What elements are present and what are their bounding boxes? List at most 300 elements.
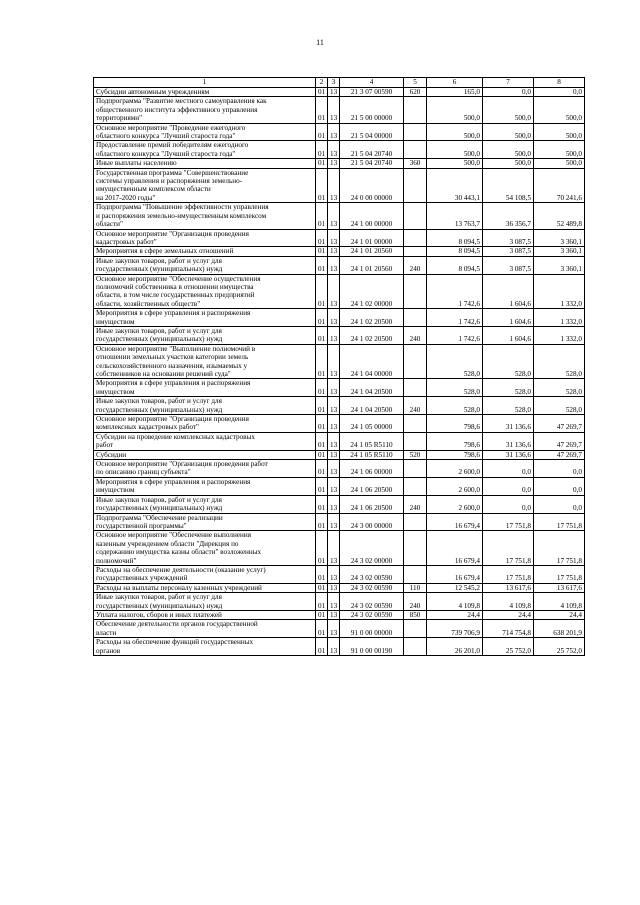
amount-year3-cell: 25 752,0 <box>534 638 585 656</box>
amount-year2-cell: 13 617,6 <box>483 583 534 592</box>
amount-year1-cell: 739 706,9 <box>427 620 483 638</box>
target-article-cell: 21 5 04 20740 <box>340 159 404 168</box>
subsection-code-cell: 13 <box>328 513 340 531</box>
section-code-cell: 01 <box>316 450 328 459</box>
row-name-line: казенным учреждением области "Дирекция по <box>96 539 239 548</box>
target-article-cell: 24 1 05 00000 <box>340 415 404 433</box>
row-name-line: государственных (муниципальных) нужд <box>96 504 223 513</box>
header-cell: 3 <box>328 78 340 88</box>
target-article-cell: 24 1 05 R5110 <box>340 450 404 459</box>
amount-year2-cell: 31 136,6 <box>483 450 534 459</box>
row-name-line: и распоряжения земельно-имущественным комплексом <box>96 211 267 220</box>
amount-year3-cell: 3 360,1 <box>534 229 585 247</box>
row-name-line: областного конкурса "Лучший староста года" <box>96 149 236 158</box>
amount-year1-cell: 165,0 <box>427 88 483 97</box>
amount-year2-cell: 17 751,8 <box>483 531 534 566</box>
amount-year3-cell: 13 617,6 <box>534 583 585 592</box>
expense-type-cell: 620 <box>404 88 427 97</box>
target-article-cell: 21 5 04 20740 <box>340 141 404 159</box>
amount-year3-cell: 1 332,0 <box>534 326 585 344</box>
amount-year3-cell: 52 489,8 <box>534 203 585 229</box>
amount-year1-cell: 798,6 <box>427 450 483 459</box>
page-number: 11 <box>316 38 324 47</box>
amount-year1-cell: 798,6 <box>427 415 483 433</box>
row-name-line: Расходы на обеспечение деятельности (оказание услуг) <box>96 565 266 574</box>
table-row <box>94 620 585 638</box>
amount-year3-cell: 500,0 <box>534 159 585 168</box>
row-name-line: Иные закупки товаров, работ и услуг для <box>96 593 222 602</box>
header-cell: 1 <box>94 78 316 88</box>
expense-type-cell <box>404 379 427 397</box>
expense-type-cell <box>404 123 427 141</box>
subsection-code-cell: 13 <box>328 477 340 495</box>
row-name-line: системы управления и распоряжения земельно- <box>96 177 243 186</box>
amount-year1-cell: 16 679,4 <box>427 531 483 566</box>
amount-year3-cell: 528,0 <box>534 379 585 397</box>
expense-type-cell: 520 <box>404 450 427 459</box>
expense-type-cell <box>404 274 427 309</box>
subsection-code-cell: 13 <box>328 583 340 592</box>
table-row <box>94 531 585 566</box>
subsection-code-cell: 13 <box>328 495 340 513</box>
target-article-cell: 91 0 00 00190 <box>340 638 404 656</box>
section-code-cell: 01 <box>316 513 328 531</box>
row-name-line: Подпрограмма "Повышение эффективности управления <box>96 203 269 212</box>
section-code-cell: 01 <box>316 141 328 159</box>
row-name-line: органов <box>96 646 121 655</box>
amount-year3-cell: 47 269,7 <box>534 415 585 433</box>
section-code-cell: 01 <box>316 203 328 229</box>
expense-type-cell: 240 <box>404 495 427 513</box>
amount-year1-cell: 500,0 <box>427 159 483 168</box>
amount-year2-cell: 31 136,6 <box>483 432 534 450</box>
table-row <box>94 610 585 619</box>
amount-year1-cell: 1 742,6 <box>427 274 483 309</box>
table-row <box>94 638 585 656</box>
target-article-cell: 24 1 04 20500 <box>340 397 404 415</box>
row-name-line: государственной программы" <box>96 521 187 530</box>
target-article-cell: 24 3 00 00000 <box>340 513 404 531</box>
amount-year3-cell: 0,0 <box>534 495 585 513</box>
row-name-line: Мероприятия в сфере управления и распоряжения <box>96 379 251 388</box>
row-name-cell <box>94 397 316 415</box>
row-name-line: Иные выплаты населению <box>96 159 177 168</box>
table-row <box>94 309 585 327</box>
row-name-cell <box>94 565 316 583</box>
target-article-cell: 24 3 02 00590 <box>340 565 404 583</box>
amount-year1-cell: 30 443,1 <box>427 168 483 203</box>
target-article-cell: 24 1 01 20560 <box>340 256 404 274</box>
amount-year3-cell: 17 751,8 <box>534 565 585 583</box>
row-name-line: государственных (муниципальных) нужд <box>96 601 223 610</box>
row-name-line: области, в том числе государственных предприятий <box>96 291 255 300</box>
row-name-line: на 2017-2020 годы" <box>96 193 156 202</box>
section-code-cell: 01 <box>316 583 328 592</box>
amount-year2-cell: 36 356,7 <box>483 203 534 229</box>
subsection-code-cell: 13 <box>328 565 340 583</box>
row-name-cell <box>94 495 316 513</box>
amount-year1-cell: 1 742,6 <box>427 326 483 344</box>
section-code-cell: 01 <box>316 344 328 379</box>
row-name-line: кадастровых работ" <box>96 237 157 246</box>
row-name-line: Иные закупки товаров, работ и услуг для <box>96 326 222 335</box>
amount-year1-cell: 500,0 <box>427 123 483 141</box>
amount-year2-cell: 528,0 <box>483 379 534 397</box>
section-code-cell: 01 <box>316 88 328 97</box>
table-row <box>94 229 585 247</box>
table-row <box>94 379 585 397</box>
row-name-line: полномочий" <box>96 556 137 565</box>
amount-year3-cell: 1 332,0 <box>534 274 585 309</box>
target-article-cell: 24 1 06 00000 <box>340 460 404 478</box>
subsection-code-cell: 13 <box>328 610 340 619</box>
subsection-code-cell: 13 <box>328 432 340 450</box>
row-name-cell <box>94 531 316 566</box>
amount-year1-cell: 12 545,2 <box>427 583 483 592</box>
table-row <box>94 88 585 97</box>
header-cell: 8 <box>534 78 585 88</box>
amount-year3-cell: 0,0 <box>534 460 585 478</box>
row-name-cell <box>94 610 316 619</box>
section-code-cell: 01 <box>316 477 328 495</box>
amount-year1-cell: 528,0 <box>427 344 483 379</box>
target-article-cell: 24 3 02 00000 <box>340 531 404 566</box>
expense-type-cell <box>404 309 427 327</box>
row-name-line: Подпрограмма "Развитие местного самоуправления как <box>96 97 267 106</box>
amount-year1-cell: 2 600,0 <box>427 460 483 478</box>
expense-type-cell <box>404 432 427 450</box>
amount-year2-cell: 500,0 <box>483 123 534 141</box>
row-name-line: территориями" <box>96 114 143 123</box>
section-code-cell: 01 <box>316 326 328 344</box>
amount-year1-cell: 798,6 <box>427 432 483 450</box>
subsection-code-cell: 13 <box>328 397 340 415</box>
amount-year2-cell: 0,0 <box>483 460 534 478</box>
amount-year1-cell: 26 201,0 <box>427 638 483 656</box>
section-code-cell: 01 <box>316 379 328 397</box>
amount-year2-cell: 3 087,5 <box>483 247 534 256</box>
amount-year1-cell: 24,4 <box>427 610 483 619</box>
table-row <box>94 593 585 611</box>
amount-year2-cell: 25 752,0 <box>483 638 534 656</box>
table-row <box>94 247 585 256</box>
target-article-cell: 24 1 01 00000 <box>340 229 404 247</box>
table-body <box>94 88 585 656</box>
row-name-cell <box>94 229 316 247</box>
target-article-cell: 24 1 00 00000 <box>340 203 404 229</box>
amount-year3-cell: 0,0 <box>534 477 585 495</box>
row-name-line: полномочий собственника в отношении имущества <box>96 282 254 291</box>
section-code-cell: 01 <box>316 460 328 478</box>
subsection-code-cell: 13 <box>328 415 340 433</box>
amount-year2-cell: 714 754,8 <box>483 620 534 638</box>
expense-type-cell <box>404 97 427 123</box>
section-code-cell: 01 <box>316 531 328 566</box>
row-name-line: Субсидии <box>96 450 127 459</box>
row-name-cell <box>94 88 316 97</box>
row-name-line: собственников на основании решений суда" <box>96 370 231 378</box>
row-name-cell <box>94 203 316 229</box>
row-name-cell <box>94 460 316 478</box>
target-article-cell: 24 3 02 00590 <box>340 610 404 619</box>
amount-year1-cell: 16 679,4 <box>427 513 483 531</box>
row-name-line: Уплата налогов, сборов и иных платежей <box>96 610 222 619</box>
row-name-line: области, хозяйственных обществ" <box>96 299 201 308</box>
target-article-cell: 91 0 00 00000 <box>340 620 404 638</box>
subsection-code-cell: 13 <box>328 450 340 459</box>
amount-year1-cell: 13 763,7 <box>427 203 483 229</box>
expense-type-cell <box>404 460 427 478</box>
table-row <box>94 159 585 168</box>
amount-year3-cell: 24,4 <box>534 610 585 619</box>
amount-year3-cell: 0,0 <box>534 88 585 97</box>
table-row <box>94 326 585 344</box>
row-name-line: имуществом <box>96 317 135 326</box>
table-row <box>94 97 585 123</box>
row-name-line: областного конкурса "Лучший староста года" <box>96 132 236 141</box>
row-name-cell <box>94 309 316 327</box>
section-code-cell: 01 <box>316 620 328 638</box>
table-row <box>94 256 585 274</box>
table-row <box>94 123 585 141</box>
subsection-code-cell: 13 <box>328 344 340 379</box>
amount-year2-cell: 1 604,6 <box>483 309 534 327</box>
row-name-line: отношении земельных участков категории земель <box>96 353 249 362</box>
amount-year3-cell: 528,0 <box>534 397 585 415</box>
section-code-cell: 01 <box>316 123 328 141</box>
row-name-line: имуществом <box>96 486 135 495</box>
row-name-line: области" <box>96 220 123 229</box>
amount-year1-cell: 1 742,6 <box>427 309 483 327</box>
amount-year1-cell: 500,0 <box>427 141 483 159</box>
amount-year2-cell: 0,0 <box>483 88 534 97</box>
row-name-line: Подпрограмма "Обеспечение реализации <box>96 513 223 522</box>
expense-type-cell <box>404 247 427 256</box>
table-row <box>94 432 585 450</box>
target-article-cell: 24 1 06 20500 <box>340 495 404 513</box>
subsection-code-cell: 13 <box>328 326 340 344</box>
subsection-code-cell: 13 <box>328 379 340 397</box>
amount-year2-cell: 0,0 <box>483 477 534 495</box>
row-name-line: Расходы на выплаты персоналу казенных учреждений <box>96 583 262 592</box>
expense-type-cell: 360 <box>404 159 427 168</box>
amount-year3-cell: 17 751,8 <box>534 531 585 566</box>
amount-year2-cell: 3 087,5 <box>483 229 534 247</box>
row-name-line: работ <box>96 441 114 450</box>
row-name-cell <box>94 274 316 309</box>
expense-type-cell: 240 <box>404 397 427 415</box>
header-cell: 5 <box>404 78 427 88</box>
target-article-cell: 24 1 04 00000 <box>340 344 404 379</box>
expense-type-cell <box>404 344 427 379</box>
row-name-line: государственных (муниципальных) нужд <box>96 335 223 344</box>
row-name-line: общественного института эффективного управления <box>96 105 258 114</box>
table-row <box>94 415 585 433</box>
row-name-line: государственных (муниципальных) нужд <box>96 405 223 414</box>
section-code-cell: 01 <box>316 495 328 513</box>
row-name-cell <box>94 450 316 459</box>
row-name-cell <box>94 123 316 141</box>
amount-year3-cell: 500,0 <box>534 123 585 141</box>
row-name-line: Субсидии автономным учреждениям <box>96 88 210 96</box>
budget-table <box>93 77 585 656</box>
subsection-code-cell: 13 <box>328 168 340 203</box>
expense-type-cell: 240 <box>404 326 427 344</box>
header-cell: 2 <box>316 78 328 88</box>
target-article-cell: 24 3 02 00590 <box>340 593 404 611</box>
section-code-cell: 01 <box>316 309 328 327</box>
row-name-cell <box>94 141 316 159</box>
subsection-code-cell: 13 <box>328 203 340 229</box>
row-name-cell <box>94 256 316 274</box>
amount-year2-cell: 3 087,5 <box>483 256 534 274</box>
section-code-cell: 01 <box>316 159 328 168</box>
row-name-cell <box>94 513 316 531</box>
section-code-cell: 01 <box>316 610 328 619</box>
row-name-line: Мероприятия в сфере земельных отношений <box>96 247 234 256</box>
section-code-cell: 01 <box>316 256 328 274</box>
section-code-cell: 01 <box>316 397 328 415</box>
section-code-cell: 01 <box>316 638 328 656</box>
amount-year3-cell: 47 269,7 <box>534 450 585 459</box>
row-name-line: Основное мероприятие "Проведение ежегодного <box>96 123 246 132</box>
section-code-cell: 01 <box>316 97 328 123</box>
expense-type-cell: 240 <box>404 256 427 274</box>
amount-year2-cell: 500,0 <box>483 141 534 159</box>
expense-type-cell <box>404 513 427 531</box>
target-article-cell: 24 3 02 00590 <box>340 583 404 592</box>
subsection-code-cell: 13 <box>328 141 340 159</box>
row-name-cell <box>94 247 316 256</box>
section-code-cell: 01 <box>316 432 328 450</box>
section-code-cell: 01 <box>316 229 328 247</box>
row-name-cell <box>94 620 316 638</box>
amount-year1-cell: 8 094,5 <box>427 256 483 274</box>
amount-year3-cell: 638 201,9 <box>534 620 585 638</box>
target-article-cell: 24 0 00 00000 <box>340 168 404 203</box>
row-name-line: Мероприятия в сфере управления и распоряжения <box>96 477 251 486</box>
amount-year1-cell: 16 679,4 <box>427 565 483 583</box>
row-name-cell <box>94 97 316 123</box>
row-name-line: Основное мероприятие "Обеспечение осуществления <box>96 274 261 283</box>
row-name-line: Иные закупки товаров, работ и услуг для <box>96 495 222 504</box>
target-article-cell: 21 3 07 00590 <box>340 88 404 97</box>
row-name-line: сельскохозяйственного назначения, изымаемых у <box>96 361 248 370</box>
row-name-line: государственных учреждений <box>96 574 188 583</box>
row-name-cell <box>94 344 316 379</box>
amount-year3-cell: 3 360,1 <box>534 247 585 256</box>
expense-type-cell <box>404 477 427 495</box>
amount-year2-cell: 1 604,6 <box>483 274 534 309</box>
amount-year2-cell: 528,0 <box>483 344 534 379</box>
amount-year2-cell: 54 108,5 <box>483 168 534 203</box>
subsection-code-cell: 13 <box>328 159 340 168</box>
amount-year1-cell: 2 600,0 <box>427 495 483 513</box>
row-name-line: Иные закупки товаров, работ и услуг для <box>96 256 222 265</box>
header-cell: 4 <box>340 78 404 88</box>
section-code-cell: 01 <box>316 168 328 203</box>
table-row <box>94 477 585 495</box>
amount-year3-cell: 70 241,6 <box>534 168 585 203</box>
target-article-cell: 24 1 04 20500 <box>340 379 404 397</box>
row-name-line: имущественным комплексом области <box>96 185 211 194</box>
row-name-line: Основное мероприятие "Организация проведения <box>96 415 249 424</box>
table-row <box>94 450 585 459</box>
target-article-cell: 24 1 02 20500 <box>340 309 404 327</box>
amount-year2-cell: 528,0 <box>483 397 534 415</box>
subsection-code-cell: 13 <box>328 309 340 327</box>
amount-year3-cell: 500,0 <box>534 97 585 123</box>
row-name-line: Субсидии на проведение комплексных кадастровых <box>96 432 255 441</box>
table-row <box>94 397 585 415</box>
amount-year1-cell: 2 600,0 <box>427 477 483 495</box>
table-row <box>94 344 585 379</box>
subsection-code-cell: 13 <box>328 123 340 141</box>
amount-year2-cell: 17 751,8 <box>483 513 534 531</box>
amount-year2-cell: 24,4 <box>483 610 534 619</box>
header-cell: 7 <box>483 78 534 88</box>
expense-type-cell <box>404 565 427 583</box>
expense-type-cell <box>404 203 427 229</box>
section-code-cell: 01 <box>316 593 328 611</box>
row-name-cell <box>94 379 316 397</box>
amount-year1-cell: 8 094,5 <box>427 229 483 247</box>
row-name-line: комплексных кадастровых работ" <box>96 423 199 432</box>
amount-year2-cell: 17 751,8 <box>483 565 534 583</box>
table-row <box>94 495 585 513</box>
subsection-code-cell: 13 <box>328 274 340 309</box>
table-row <box>94 168 585 203</box>
expense-type-cell <box>404 620 427 638</box>
row-name-line: Обеспечение деятельности органов государственной <box>96 620 258 629</box>
table-row <box>94 565 585 583</box>
row-name-line: Основное мероприятие "Обеспечение выполнения <box>96 531 252 540</box>
row-name-line: Мероприятия в сфере управления и распоряжения <box>96 309 251 318</box>
expense-type-cell: 110 <box>404 583 427 592</box>
table-row <box>94 460 585 478</box>
subsection-code-cell: 13 <box>328 460 340 478</box>
amount-year3-cell: 47 269,7 <box>534 432 585 450</box>
subsection-code-cell: 13 <box>328 229 340 247</box>
target-article-cell: 21 5 04 00000 <box>340 123 404 141</box>
target-article-cell: 24 1 01 20560 <box>340 247 404 256</box>
row-name-line: власти <box>96 628 117 637</box>
section-code-cell: 01 <box>316 415 328 433</box>
amount-year2-cell: 500,0 <box>483 97 534 123</box>
row-name-cell <box>94 159 316 168</box>
amount-year1-cell: 8 094,5 <box>427 247 483 256</box>
header-row <box>94 78 585 88</box>
subsection-code-cell: 13 <box>328 247 340 256</box>
amount-year3-cell: 528,0 <box>534 344 585 379</box>
expense-type-cell <box>404 229 427 247</box>
section-code-cell: 01 <box>316 274 328 309</box>
amount-year2-cell: 1 604,6 <box>483 326 534 344</box>
row-name-cell <box>94 583 316 592</box>
amount-year3-cell: 17 751,8 <box>534 513 585 531</box>
expense-type-cell <box>404 141 427 159</box>
row-name-cell <box>94 168 316 203</box>
amount-year1-cell: 4 109,8 <box>427 593 483 611</box>
expense-type-cell <box>404 168 427 203</box>
section-code-cell: 01 <box>316 565 328 583</box>
row-name-line: содержанию имущества казны области" возложенных <box>96 548 262 557</box>
table-row <box>94 513 585 531</box>
header-cell: 6 <box>427 78 483 88</box>
row-name-cell <box>94 415 316 433</box>
row-name-cell <box>94 432 316 450</box>
row-name-line: имуществом <box>96 387 135 396</box>
